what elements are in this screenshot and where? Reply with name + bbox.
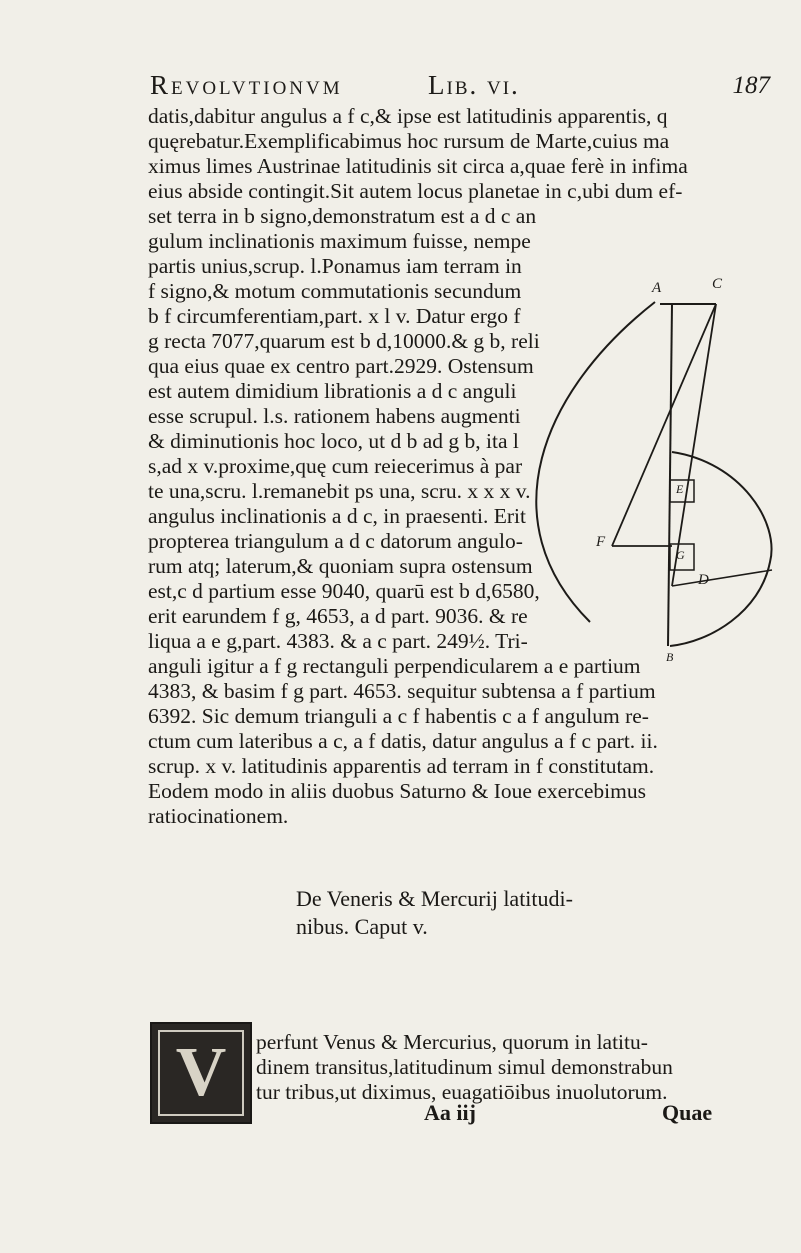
text-line: angulus inclinationis a d c, in praesenti. Erit [148,504,526,528]
section-title-line1: De Veneris & Mercurij latitudi- [296,886,573,911]
section-title-line2: nibus. Caput v. [296,914,428,939]
text-line: eius absidе contingit.Sit autem locus planetae in c,ubi dum ef- [148,179,683,203]
signature-mark: Aa iij [424,1100,476,1125]
text-line: f signo,& motum commutationis secundum [148,279,522,303]
figure-diagram [480,262,780,672]
label-e: E [676,482,684,496]
text-line: 6392. Sic demum trianguli a c f habentis c a f angulum re- [148,704,649,728]
text-line: est autem dimidium librationis a d c anguli [148,379,517,403]
running-title: Revolvtionvm [150,70,343,100]
text-line: te una,scru. l.remanebit ps una, scru. x x x v. [148,479,531,503]
text-line: set terra in b signo,demonstratum est a d c an [148,204,537,228]
text-line: qua eius quae ex centro part.2929. Ostensum [148,354,534,378]
line-d-right [672,570,772,586]
text-line: ratiocinationem. [148,804,289,828]
text-line: datis,dabitur angulus a f c,& ipse est latitudinis apparentis, q [148,104,668,128]
text-line: scrup. x v. latitudinis apparentis ad terram in f constitutam. [148,754,655,778]
running-header [150,70,770,108]
label-b: B [666,650,674,664]
text-line: partis unius,scrup. l.Ponamus iam terram in [148,254,522,278]
label-c: C [712,276,723,292]
text-line: gulum inclinationis maximum fuisse, nempe [148,229,531,253]
paragraph-line: perfunt Venus & Mercurius, quorum in latitu- [256,1030,648,1054]
text-line: & diminutionis hoc loco, ut d b ad g b, ita l [148,429,519,453]
paragraph-line: tur tribus,ut diximus, euagatiōibus inuolutorum. [256,1080,668,1104]
geometric-figure [480,262,780,672]
epicycle-arc [670,452,772,646]
page-number: 187 [732,72,770,99]
text-line: ctum cum lateribus a c, a f datis, datur angulus a f c part. ii. [148,729,658,753]
label-g: G [676,548,685,562]
label-a: A [652,280,662,296]
label-d: D [698,572,709,588]
text-line: anguli igitur a f g rectanguli perpendicularem a e partium [148,654,641,678]
text-line: propterea triangulum a d c datorum angulo- [148,529,523,553]
label-f: F [596,534,606,550]
text-line: 4383, & basim f g part. 4653. sequitur subtensa a f partium [148,679,656,703]
catchword: Quae [662,1100,713,1125]
line-ab [668,304,672,646]
line-fc [612,304,716,546]
text-line: ximus limes Austrinae latitudinis sit circa a,quae ferè in infima [148,154,688,178]
text-line: liqua a e g,part. 4383. & a c part. 249½. Tri- [148,629,528,653]
text-line: b f circumferentiam,part. x l v. Datur ergo f [148,304,521,328]
book-number: Lib. vi. [428,70,520,100]
initial-frame [158,1030,244,1116]
text-line: rum atq; laterum,& quoniam supra ostensum [148,554,533,578]
decorated-initial [150,1022,252,1124]
orbit-arc [536,302,655,622]
text-line: s,ad x v.proxime,quę cum reiecerimus à par [148,454,523,478]
text-line: quęrebatur.Exemplificabimus hoc rursum de Marte,cuius ma [148,129,670,153]
text-line: Eodem modo in aliis duobus Saturno & Ioue exercebimus [148,779,646,803]
text-line: erit earundem f g, 4653, a d part. 9036. & re [148,604,528,628]
paragraph-line: dinem transitus,latitudinum simul demonstrabun [256,1055,673,1079]
text-line: est,c d partium esse 9040, quarū est b d,6580, [148,579,540,603]
initial-letter: V [175,1034,227,1111]
text-line: esse scrupul. l.s. rationem habens augmenti [148,404,521,428]
text-line: g recta 7077,quarum est b d,10000.& g b, reli [148,329,540,353]
